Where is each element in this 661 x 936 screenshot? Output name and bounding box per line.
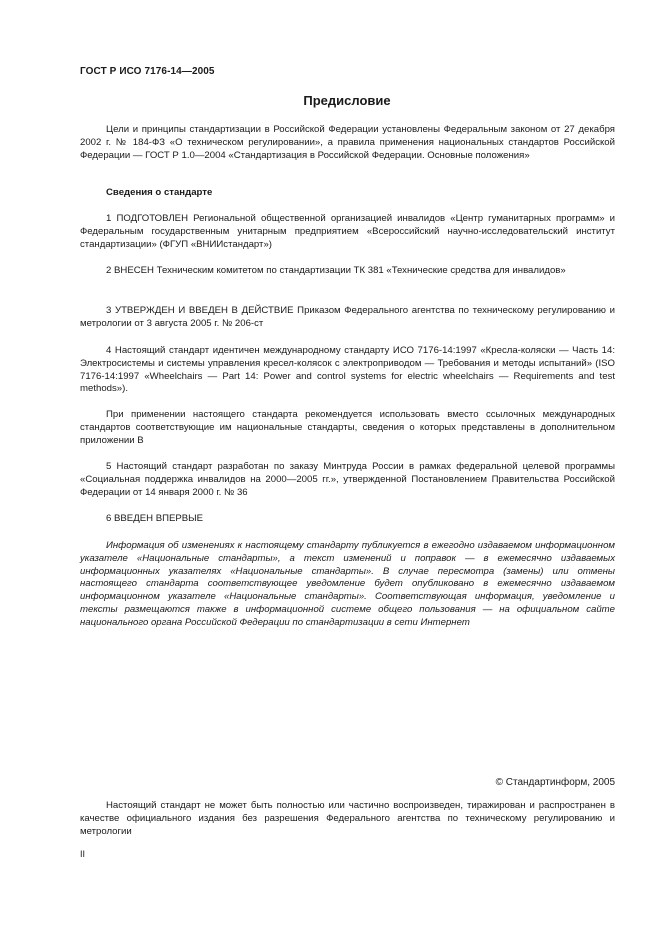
intro-text: Цели и принципы стандартизации в Российской Федерации установлены Федеральным законом от 27 декабря 2002 г. № 184-ФЗ «О техническом регулировании», а правила применения национальных стандартов Российской Федерации — ГОСТ Р 1.0—2004 «Стандартизация в Российской Федерации. Основные положения» bbox=[80, 124, 615, 161]
item-1 bbox=[80, 213, 615, 251]
page-number: II bbox=[80, 849, 86, 859]
item-1-text: 1 ПОДГОТОВЛЕН Региональной общественной организацией инвалидов «Центр гуманитарных программ» и Федеральным государственным унитарным предприятием «Всероссийский научно-исследовательский институт стандартизации» (ФГУП «ВНИИстандарт») bbox=[80, 213, 615, 250]
item-4 bbox=[80, 345, 615, 396]
item-4-text: 4 Настоящий стандарт идентичен международному стандарту ИСО 7176-14:1997 «Кресла-коляски — Часть 14: Электросистемы и системы управления кресел-колясок с электроприводом — Требования и методы испытаний» (ISO 7176-14:1997 «Wheelchairs — Part 14: Power and control systems for electric wheelchairs — Requirements and test methods»). bbox=[80, 345, 615, 395]
item-6 bbox=[80, 513, 615, 526]
item-3-text: 3 УТВЕРЖДЕН И ВВЕДЕН В ДЕЙСТВИЕ Приказом Федерального агентства по техническому регулированию и метрологии от 3 августа 2005 г. № 206-ст bbox=[80, 305, 615, 329]
legal-notice-text: Настоящий стандарт не может быть полностью или частично воспроизведен, тиражирован и распространен в качестве официального издания без разрешения Федерального агентства по техническому регулированию и метрологии bbox=[80, 800, 615, 837]
info-notice-text: Информация об изменениях к настоящему стандарту публикуется в ежегодно издаваемом информационном указателе «Национальные стандарты», а текст изменений и поправок — в ежемесячно издаваемых информационных указателях «Национальные стандарты». В случае пересмотра (замены) или отмены настоящего стандарта соответствующее уведомление будет опубликовано в ежемесячно издаваемом информационном указателе «Национальные стандарты». Соответствующая информация, уведомление и тексты размещаются также в информационной системе общего пользования — на официальном сайте национального органа Российской Федерации по стандартизации в сети Интернет bbox=[80, 540, 615, 628]
info-notice bbox=[80, 540, 615, 630]
item-5-text: 5 Настоящий стандарт разработан по заказу Минтруда России в рамках федеральной целевой программы «Социальная поддержка инвалидов на 2000—2005 гг.», утвержденной Постановлением Правительства Российской Федерации от 14 января 2000 г. № 36 bbox=[80, 461, 615, 498]
item-2 bbox=[80, 265, 615, 278]
item-3 bbox=[80, 305, 615, 331]
item-5 bbox=[80, 461, 615, 499]
document-id: ГОСТ Р ИСО 7176-14—2005 bbox=[80, 66, 215, 77]
item-6-text: 6 ВВЕДЕН ВПЕРВЫЕ bbox=[106, 513, 204, 524]
item-4-note bbox=[80, 409, 615, 447]
section-heading: Сведения о стандарте bbox=[106, 187, 213, 198]
copyright: © Стандартинформ, 2005 bbox=[495, 777, 615, 788]
page-title: Предисловие bbox=[303, 93, 391, 108]
item-2-text: 2 ВНЕСЕН Техническим комитетом по стандартизации ТК 381 «Технические средства для инвалидов» bbox=[106, 265, 566, 276]
item-4-note-text: При применении настоящего стандарта рекомендуется использовать вместо ссылочных международных стандартов соответствующие им национальные стандарты, сведения о которых представлены в дополнительном приложении В bbox=[80, 409, 615, 446]
legal-notice bbox=[80, 800, 615, 838]
intro-paragraph bbox=[80, 124, 615, 162]
